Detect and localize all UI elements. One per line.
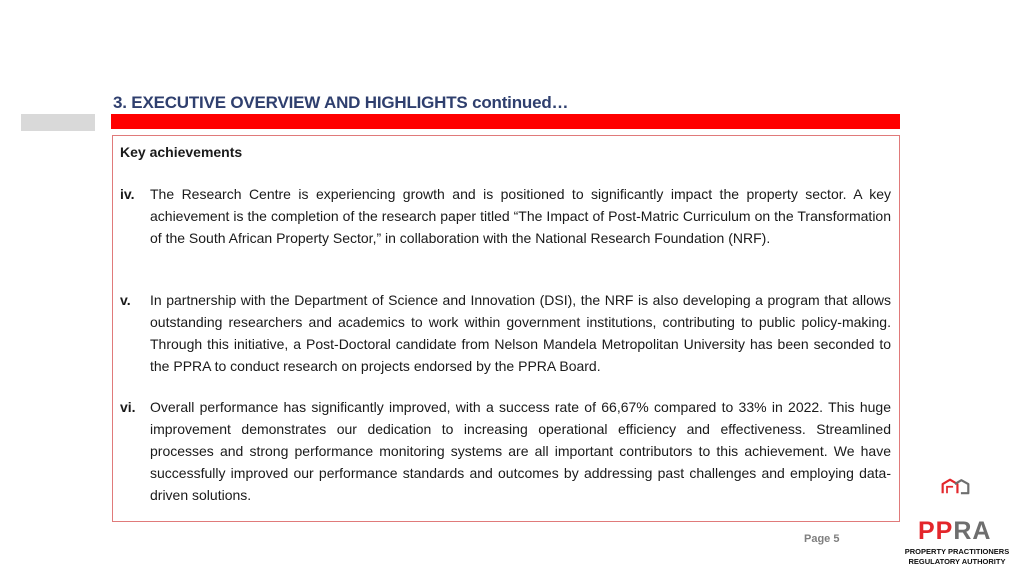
list-item-text: The Research Centre is experiencing growth and is positioned to significantly impact the property sector. A key achievement is the completion of the research paper titled “The Impact of Post-Matric Curriculum on the Transformation of the South African Property Sector,” in collaboration with the National Research Foundation (NRF).: [150, 186, 891, 246]
logo-wordmark-ra: RA: [953, 517, 992, 545]
logo-subtitle-line1: PROPERTY PRACTITIONERS: [904, 547, 1010, 556]
house-outline-icon: [894, 478, 1020, 518]
list-item: [120, 396, 891, 506]
list-item-numeral: iv.: [120, 186, 135, 202]
list-item: [120, 183, 891, 249]
logo-subtitle: [896, 547, 1018, 567]
logo-wordmark-pp: PP: [918, 517, 954, 545]
page-title: 3. EXECUTIVE OVERVIEW AND HIGHLIGHTS continued…: [113, 93, 569, 112]
side-tab: [21, 114, 95, 131]
list-item-numeral: v.: [120, 292, 131, 308]
list-item: [120, 289, 891, 377]
title-underline-bar: [111, 114, 900, 129]
content-box: [112, 135, 900, 522]
logo-wordmark: [918, 517, 991, 546]
list-item-numeral: vi.: [120, 399, 136, 415]
list-item-text: In partnership with the Department of Science and Innovation (DSI), the NRF is also developing a program that allows outstanding researchers and academics to work within government institutions, contributing to public policy-making. Through this initiative, a Post-Doctoral candidate from Nelson Mandela Metropolitan University has been seconded to the PPRA to conduct research on projects endorsed by the PPRA Board.: [150, 292, 891, 374]
list-item-text: Overall performance has significantly improved, with a success rate of 66,67% compared to 33% in 2022. This huge improvement demonstrates our dedication to increasing operational efficiency and effectiveness. Streamlined processes and strong performance monitoring systems are all important contributors to this achievement. We have successfully improved our performance standards and outcomes by addressing past challenges and employing data-driven solutions.: [150, 399, 891, 503]
page-number: Page 5: [804, 533, 840, 545]
logo-subtitle-line2: REGULATORY AUTHORITY: [908, 557, 1006, 566]
section-heading: Key achievements: [120, 144, 243, 160]
